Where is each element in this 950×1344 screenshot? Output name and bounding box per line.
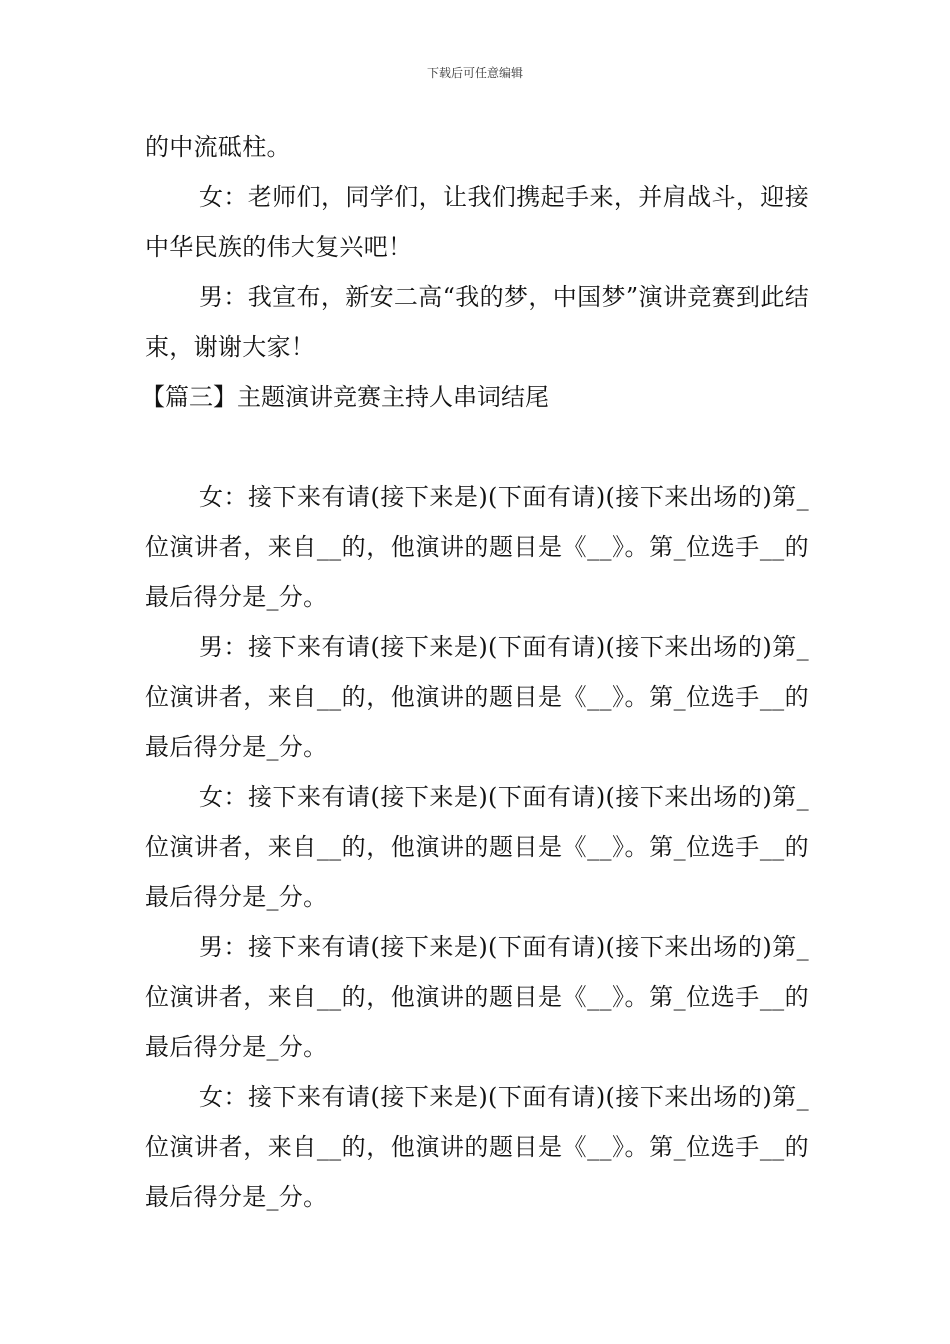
paragraph-speaker-intro-5: 女：接下来有请(接下来是)(下面有请)(接下来出场的)第_位演讲者，来自__的，他演讲的题目是《__》。第_位选手__的最后得分是_分。 xyxy=(145,1083,809,1211)
section-spacer xyxy=(145,422,809,472)
page-header: 下载后可任意编辑 xyxy=(426,66,523,80)
paragraph-male-closing: 男：我宣布，新安二高“我的梦，中国梦”演讲竞赛到此结束，谢谢大家！ xyxy=(145,283,809,361)
paragraph-speaker-intro-3: 女：接下来有请(接下来是)(下面有请)(接下来出场的)第_位演讲者，来自__的，他演讲的题目是《__》。第_位选手__的最后得分是_分。 xyxy=(145,783,809,911)
document-body xyxy=(141,122,809,1222)
paragraph-speaker-intro-1: 女：接下来有请(接下来是)(下面有请)(接下来出场的)第_位演讲者，来自__的，他演讲的题目是《__》。第_位选手__的最后得分是_分。 xyxy=(145,483,809,611)
section-heading: 【篇三】主题演讲竞赛主持人串词结尾 xyxy=(141,383,549,411)
paragraph-speaker-intro-4: 男：接下来有请(接下来是)(下面有请)(接下来出场的)第_位演讲者，来自__的，他演讲的题目是《__》。第_位选手__的最后得分是_分。 xyxy=(145,933,809,1061)
paragraph-speaker-intro-2: 男：接下来有请(接下来是)(下面有请)(接下来出场的)第_位演讲者，来自__的，他演讲的题目是《__》。第_位选手__的最后得分是_分。 xyxy=(145,633,809,761)
paragraph-continuation: 的中流砥柱。 xyxy=(145,133,291,161)
paragraph-female-closing: 女：老师们，同学们，让我们携起手来，并肩战斗，迎接中华民族的伟大复兴吧！ xyxy=(145,183,809,261)
